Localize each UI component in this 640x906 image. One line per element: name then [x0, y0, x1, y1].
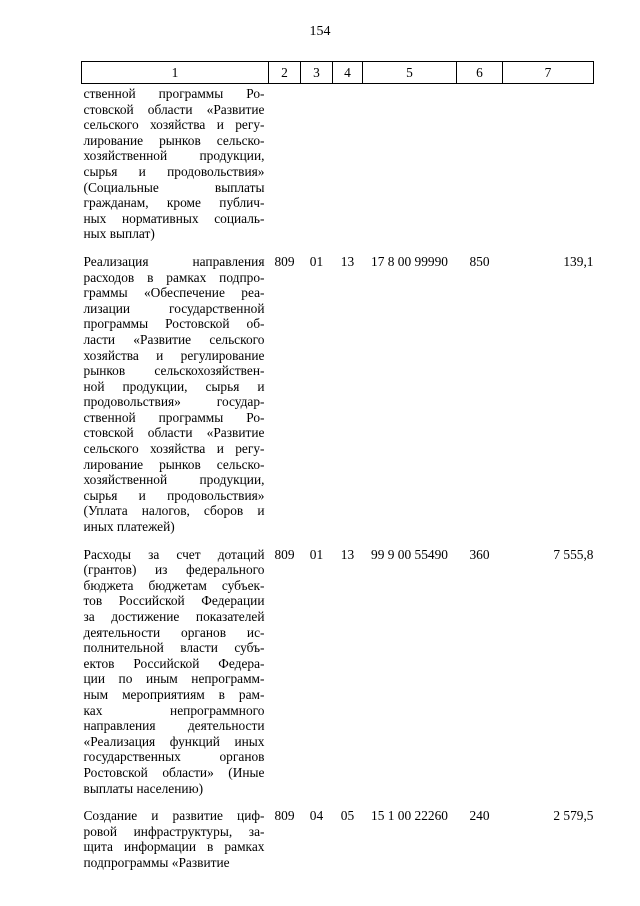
description-line: гражданам, кроме публич- — [83, 195, 265, 211]
description-line: (Уплата налогов, сборов и — [83, 503, 265, 519]
expense-type-code — [457, 84, 503, 242]
description-line: иных платежей) — [83, 519, 175, 535]
description-line: ной продукции, сырья и — [83, 378, 265, 394]
description-line: ции по иным непрограмм- — [83, 671, 265, 687]
ministry-code: 809 — [274, 253, 295, 269]
description-line: ственной программы Ро- — [83, 409, 265, 425]
description-line: щита информации в рамках — [83, 839, 265, 855]
description-line: тов Российской Федерации — [83, 593, 265, 609]
description-line: ласти «Развитие сельского — [83, 331, 265, 347]
column-header-5: 5 — [363, 62, 457, 84]
description-line: хозяйства и регулирование — [83, 347, 265, 363]
description-line: «Реализация функций иных — [83, 733, 265, 749]
row-description — [82, 796, 269, 870]
amount — [503, 84, 594, 242]
description-line: ственной программы Ро- — [83, 86, 265, 101]
row-description — [82, 242, 269, 535]
description-line: продовольствия» государ- — [83, 394, 265, 410]
table-row — [82, 242, 594, 535]
description-line: государственных органов — [83, 749, 265, 765]
description-line: лирование рынков сельско- — [83, 132, 265, 148]
expense-type-code: 240 — [469, 808, 490, 824]
amount: 139,1 — [563, 253, 594, 269]
target-article-code — [363, 84, 457, 242]
budget-table — [81, 61, 594, 871]
description-line: рынков сельскохозяйствен- — [83, 363, 265, 379]
target-article-code: 99 9 00 55490 — [371, 546, 448, 562]
description-line: граммы «Обеспечение реа- — [83, 285, 265, 301]
description-line: сельского хозяйства и регу- — [83, 441, 265, 457]
subsection-code — [333, 84, 363, 242]
description-line: (грантов) из федерального — [83, 562, 265, 578]
description-line: деятельности органов ис- — [83, 624, 265, 640]
ministry-code: 809 — [274, 808, 295, 824]
description-line: сельского хозяйства и регу- — [83, 117, 265, 133]
description-line: стовской области «Развитие — [83, 101, 265, 117]
table-row — [82, 796, 594, 870]
ministry-code — [269, 84, 301, 242]
description-line: сырья и продовольствия» — [83, 487, 265, 503]
row-description — [82, 535, 269, 797]
column-header-4: 4 — [333, 62, 363, 84]
description-line: программы Ростовской об- — [83, 316, 265, 332]
table-row — [82, 84, 594, 242]
description-line: ках непрограммного — [83, 702, 265, 718]
section-code: 01 — [309, 253, 324, 269]
description-line: подпрограммы «Развитие — [83, 854, 230, 870]
column-header-1: 1 — [82, 62, 269, 84]
description-line: полнительной власти субъ- — [83, 640, 265, 656]
target-article-code: 15 1 00 22260 — [371, 808, 448, 824]
description-line: сырья и продовольствия» — [83, 163, 265, 179]
section-code — [301, 84, 333, 242]
description-line: ных нормативных социаль- — [83, 210, 265, 226]
description-line: лизации государственной — [83, 300, 265, 316]
table-row — [82, 535, 594, 797]
description-line: хозяйственной продукции, — [83, 472, 265, 488]
description-line: выплаты населению) — [83, 780, 204, 796]
description-line: бюджета бюджетам субъек- — [83, 577, 265, 593]
description-line: за достижение показателей — [83, 609, 265, 624]
description-line: лирование рынков сельско- — [83, 456, 265, 472]
description-line: (Социальные выплаты — [83, 179, 265, 195]
description-line: стовской области «Развитие — [83, 425, 265, 441]
subsection-code: 05 — [340, 808, 355, 824]
row-description — [82, 84, 269, 242]
description-line: ных выплат) — [83, 226, 155, 242]
expense-type-code: 360 — [469, 546, 490, 562]
subsection-code: 13 — [340, 253, 355, 269]
column-header-6: 6 — [457, 62, 503, 84]
column-header-2: 2 — [269, 62, 301, 84]
description-line: Ростовской области» (Иные — [83, 764, 265, 780]
section-code: 04 — [309, 808, 324, 824]
column-header-7: 7 — [503, 62, 594, 84]
amount: 2 579,5 — [553, 808, 594, 824]
description-line: Создание и развитие циф- — [83, 808, 265, 824]
target-article-code: 17 8 00 99990 — [371, 253, 448, 269]
table-header-row — [82, 62, 594, 84]
description-line: хозяйственной продукции, — [83, 148, 265, 164]
description-line: расходов в рамках подпро- — [83, 269, 265, 285]
page-number: 154 — [309, 24, 331, 39]
description-line: Расходы за счет дотаций — [83, 546, 265, 562]
description-line: Реализация направления — [83, 253, 265, 269]
ministry-code: 809 — [274, 546, 295, 562]
description-line: ным мероприятиям в рам- — [83, 686, 265, 702]
column-header-3: 3 — [301, 62, 333, 84]
expense-type-code: 850 — [469, 253, 490, 269]
description-line: направления деятельности — [83, 718, 265, 734]
subsection-code: 13 — [340, 546, 355, 562]
description-line: ровой инфраструктуры, за- — [83, 823, 265, 839]
section-code: 01 — [309, 546, 324, 562]
description-line: ектов Российской Федера- — [83, 655, 265, 671]
amount: 7 555,8 — [553, 546, 594, 562]
